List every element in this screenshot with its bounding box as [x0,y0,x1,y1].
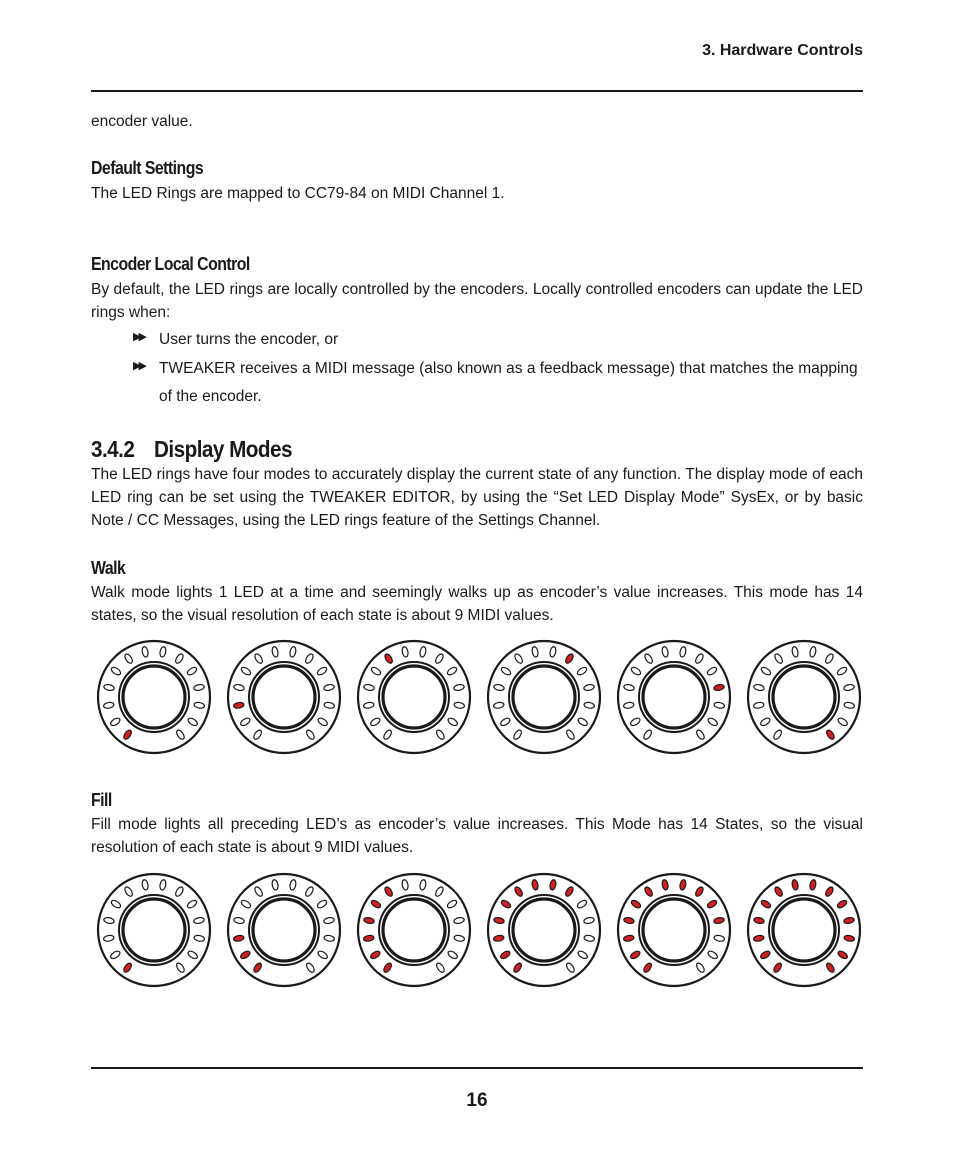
led-off [110,899,122,909]
walk-led-ring [745,638,863,756]
led-off [694,653,704,665]
led-on [383,653,393,665]
walk-led-ring [95,638,213,756]
knob-inner [513,899,575,961]
led-on [233,702,244,709]
walk-text: Walk mode lights 1 LED at a time and seemingly walks up as encoder’s value increases. This mode has 14 states, so the visual resolution of each state is about 9 MIDI values. [91,584,863,624]
bullet-item [133,355,863,411]
led-off [577,717,589,727]
led-off [363,684,374,692]
led-off [576,666,588,676]
led-off [695,962,706,974]
led-off [446,899,458,909]
default-settings-text: The LED Rings are mapped to CC79-84 on MIDI Channel 1. [91,185,505,202]
ring-outer-edge [618,641,730,753]
led-on [760,899,772,909]
led-off [447,950,459,960]
led-off [271,879,279,890]
section-title: Display Modes [154,436,292,462]
page-number: 16 [466,1090,488,1111]
led-on [512,962,523,974]
led-off [623,702,634,709]
knob-inner [253,666,315,728]
led-off [584,935,595,942]
led-off [753,684,764,692]
led-off [772,729,783,741]
led-off [844,702,855,709]
knob-outer [119,895,189,965]
ring-outer-edge [488,641,600,753]
led-on [513,886,523,898]
led-off [623,684,634,692]
led-off [565,729,576,741]
led-off [324,702,335,709]
led-off [706,666,718,676]
led-on [531,879,539,890]
led-off [493,684,504,692]
led-off [714,702,725,709]
led-off [453,917,464,925]
led-off [304,886,314,898]
led-off [382,729,393,741]
ring-outer-edge [748,874,860,986]
bullet-text: User turns the encoder, or [159,331,339,348]
led-off [791,646,799,657]
led-off [186,899,198,909]
led-off [304,653,314,665]
led-on [836,899,848,909]
led-on [809,879,817,890]
led-off [584,702,595,709]
led-on [370,899,382,909]
fill-heading: Fill [91,790,112,810]
knob-outer [379,662,449,732]
led-on [753,935,764,942]
fill-led-ring [355,871,473,989]
knob-inner [643,899,705,961]
led-off [577,950,589,960]
walk-heading: Walk [91,558,126,578]
led-off [159,646,167,657]
led-on [363,935,374,942]
led-off [753,702,764,709]
led-off [453,684,464,692]
encoder-local-control-heading: Encoder Local Control [91,254,250,274]
knob-inner [513,666,575,728]
led-on [233,935,244,942]
led-on [791,879,799,890]
led-off [643,653,653,665]
led-off [679,646,687,657]
led-on [493,935,504,942]
led-off [513,653,523,665]
led-on [500,899,512,909]
encoder-local-control-text: By default, the LED rings are locally controlled by the encoders. Locally controlled encoders can update the LED rings when: [91,281,863,321]
knob-inner [643,666,705,728]
led-off [240,666,252,676]
led-off [194,935,205,942]
led-off [454,702,465,709]
fill-led-ring [745,871,863,989]
led-on [772,962,783,974]
led-off [305,962,316,974]
led-off [369,717,381,727]
led-off [435,962,446,974]
default-settings-heading: Default Settings [91,158,204,178]
double-arrow-icon: ▶▶ [133,360,144,372]
led-off [123,886,133,898]
led-on [499,950,511,960]
led-off [240,899,252,909]
led-off [576,899,588,909]
led-off [252,729,263,741]
led-off [843,684,854,692]
led-off [583,917,594,925]
led-off [630,666,642,676]
led-off [253,886,263,898]
led-off [323,917,334,925]
bullet-item [133,326,863,354]
led-off [447,717,459,727]
knob-inner [773,666,835,728]
led-off [324,935,335,942]
led-off [323,684,334,692]
led-off [642,729,653,741]
knob-inner [123,899,185,961]
knob-outer [769,662,839,732]
led-off [707,717,719,727]
led-on [363,917,374,925]
led-off [103,702,114,709]
knob-outer [639,895,709,965]
led-off [109,950,121,960]
walk-led-ring [225,638,343,756]
led-off [707,950,719,960]
led-off [175,962,186,974]
led-off [824,653,834,665]
led-off [289,646,297,657]
led-off [446,666,458,676]
led-off [419,646,427,657]
led-off [759,717,771,727]
header-rule [91,90,863,92]
knob-outer [119,662,189,732]
double-arrow-icon: ▶▶ [133,331,144,343]
led-off [103,684,114,692]
led-on [643,886,653,898]
led-off [175,729,186,741]
led-on [843,917,854,925]
led-off [565,962,576,974]
led-off [289,879,297,890]
led-off [837,717,849,727]
led-off [714,935,725,942]
knob-inner [383,899,445,961]
led-off [419,879,427,890]
led-off [661,646,669,657]
walk-led-ring [355,638,473,756]
led-off [760,666,772,676]
led-on [564,653,574,665]
led-off [109,717,121,727]
led-on [825,729,836,741]
led-on [122,962,133,974]
running-header: 3. Hardware Controls [702,42,863,59]
led-off [512,729,523,741]
led-on [713,917,724,925]
led-on [837,950,849,960]
ring-outer-edge [98,641,210,753]
led-on [623,935,634,942]
led-on [623,917,634,925]
knob-inner [773,899,835,961]
led-off [809,646,817,657]
ring-outer-edge [228,641,340,753]
led-off [123,653,133,665]
led-on [753,917,764,925]
led-off [174,886,184,898]
led-off [194,702,205,709]
led-off [363,702,374,709]
led-off [434,886,444,898]
knob-outer [509,662,579,732]
led-off [500,666,512,676]
walk-led-ring [485,638,603,756]
led-on [369,950,381,960]
knob-outer [769,895,839,965]
knob-outer [249,662,319,732]
led-off [174,653,184,665]
led-off [401,879,409,890]
led-off [141,879,149,890]
led-off [316,666,328,676]
led-off [493,702,504,709]
led-off [159,879,167,890]
continuation-text: encoder value. [91,113,193,130]
led-off [836,666,848,676]
section-heading [91,436,292,463]
led-on [706,899,718,909]
led-off [401,646,409,657]
knob-outer [639,662,709,732]
led-on [564,886,574,898]
led-off [317,950,329,960]
led-off [435,729,446,741]
led-on [694,886,704,898]
led-off [110,666,122,676]
display-modes-text: The LED rings have four modes to accurately display the current state of any function. The display mode of each LED ring can be set using the TWEAKER EDITOR, by using the “Set LED Display Mode” SysEx, or by basic Note / CC Messages, using the LED rings feature of the Settings Channel. [91,466,863,529]
led-off [370,666,382,676]
walk-led-ring [615,638,733,756]
knob-inner [253,899,315,961]
led-off [773,653,783,665]
led-on [122,729,133,741]
section-number: 3.4.2 [91,436,135,462]
ring-outer-edge [358,874,470,986]
led-on [383,886,393,898]
led-off [193,684,204,692]
ring-outer-edge [748,641,860,753]
led-off [695,729,706,741]
led-off [103,935,114,942]
ring-outer-edge [618,874,730,986]
knob-outer [249,895,319,965]
led-off [193,917,204,925]
fill-led-ring [485,871,603,989]
led-on [382,962,393,974]
led-on [252,962,263,974]
led-off [454,935,465,942]
led-on [679,879,687,890]
bullet-text: TWEAKER receives a MIDI message (also known as a feedback message) that matches the mapping of the encoder. [159,360,858,405]
led-on [630,899,642,909]
led-off [187,950,199,960]
led-off [499,717,511,727]
led-on [629,950,641,960]
led-off [629,717,641,727]
footer-rule [91,1067,863,1069]
led-off [316,899,328,909]
led-off [317,717,329,727]
led-off [233,917,244,925]
ring-outer-edge [98,874,210,986]
led-off [186,666,198,676]
knob-outer [509,895,579,965]
knob-outer [379,895,449,965]
led-off [583,684,594,692]
led-off [271,646,279,657]
fill-led-ring [615,871,733,989]
knob-inner [383,666,445,728]
led-on [239,950,251,960]
ring-outer-edge [358,641,470,753]
led-off [103,917,114,925]
led-off [434,653,444,665]
led-off [549,646,557,657]
ring-outer-edge [228,874,340,986]
led-off [305,729,316,741]
ring-outer-edge [488,874,600,986]
led-on [773,886,783,898]
fill-text: Fill mode lights all preceding LED’s as encoder’s value increases. This Mode has 14 States, so the visual resolution of each state is about 9 MIDI values. [91,816,863,856]
fill-led-ring [225,871,343,989]
led-on [713,684,724,692]
led-on [844,935,855,942]
led-on [759,950,771,960]
led-on [824,886,834,898]
led-on [661,879,669,890]
led-off [233,684,244,692]
led-on [642,962,653,974]
led-off [187,717,199,727]
knob-inner [123,666,185,728]
led-on [549,879,557,890]
led-on [825,962,836,974]
fill-led-ring [95,871,213,989]
led-on [493,917,504,925]
led-off [239,717,251,727]
led-off [253,653,263,665]
led-off [141,646,149,657]
led-off [531,646,539,657]
